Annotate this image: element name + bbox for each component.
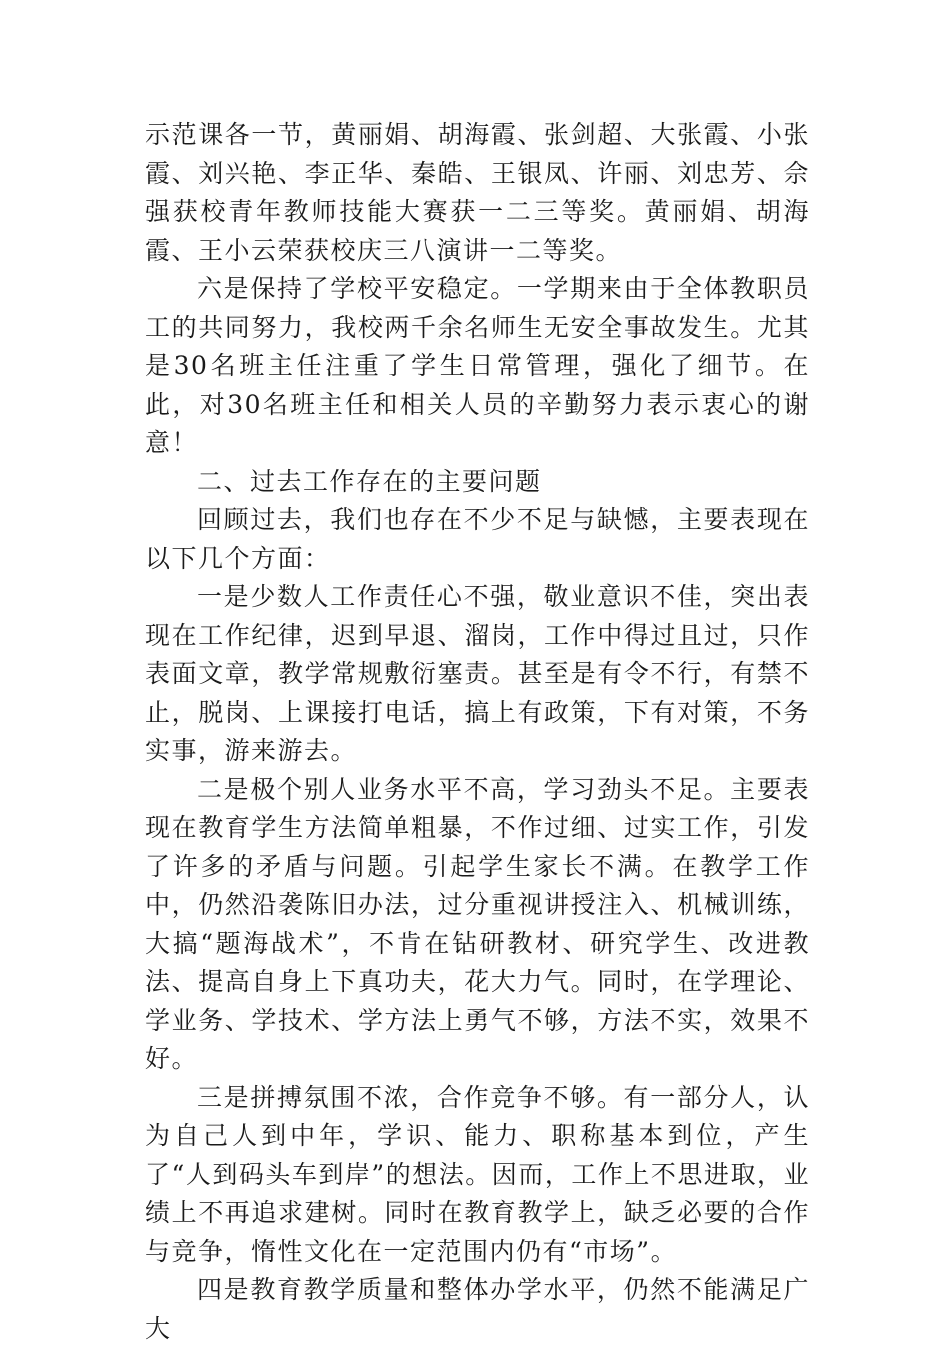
paragraph-review: 回顾过去，我们也存在不少不足与缺憾，主要表现在以下几个方面： — [145, 505, 810, 573]
paragraph-problem-four: 四是教育教学质量和整体办学水平，仍然不能满足广大 — [145, 1275, 810, 1343]
paragraph-problem-three: 三是拼搏氛围不浓，合作竞争不够。有一部分人，认为自己人到中年，学识、能力、职称基本到位，产生了“人到码头车到岸”的想法。因而，工作上不思进取，业绩上不再追求建树。同时在教育教学上，缺乏必要的合作与竞争，惰性文化在一定范围内仍有“市场”。 — [145, 1082, 810, 1266]
paragraph-awards: 示范课各一节，黄丽娟、胡海霞、张剑超、大张霞、小张霞、刘兴艳、李正华、秦皓、王银凤、许丽、刘忠芳、佘强获校青年教师技能大赛获一二三等奖。黄丽娟、胡海霞、王小云荣获校庆三八演讲一二等奖。 — [145, 120, 810, 265]
section-heading-problems: 二、过去工作存在的主要问题 — [197, 466, 542, 496]
paragraph-problem-one: 一是少数人工作责任心不强，敬业意识不佳，突出表现在工作纪律，迟到早退、溜岗，工作中得过且过，只作表面文章，教学常规敷衍塞责。甚至是有令不行，有禁不止，脱岗、上课接打电话，搞上有政策，下有对策，不务实事，游来游去。 — [145, 582, 810, 765]
paragraph-safety: 六是保持了学校平安稳定。一学期来由于全体教职员工的共同努力，我校两千余名师生无安全事故发生。尤其是30名班主任注重了学生日常管理，强化了细节。在此，对30名班主任和相关人员的辛勤努力表示衷心的谢意！ — [145, 274, 810, 457]
document-body — [145, 116, 810, 1348]
paragraph-problem-two: 二是极个别人业务水平不高，学习劲头不足。主要表现在教育学生方法简单粗暴，不作过细、过实工作，引发了许多的矛盾与问题。引起学生家长不满。在教学工作中，仍然沿袭陈旧办法，过分重视讲授注入、机械训练，大搞“题海战术”，不肯在钻研教材、研究学生、改进教法、提高自身上下真功夫，花大力气。同时，在学理论、学业务、学技术、学方法上勇气不够，方法不实，效果不好。 — [145, 774, 810, 1073]
